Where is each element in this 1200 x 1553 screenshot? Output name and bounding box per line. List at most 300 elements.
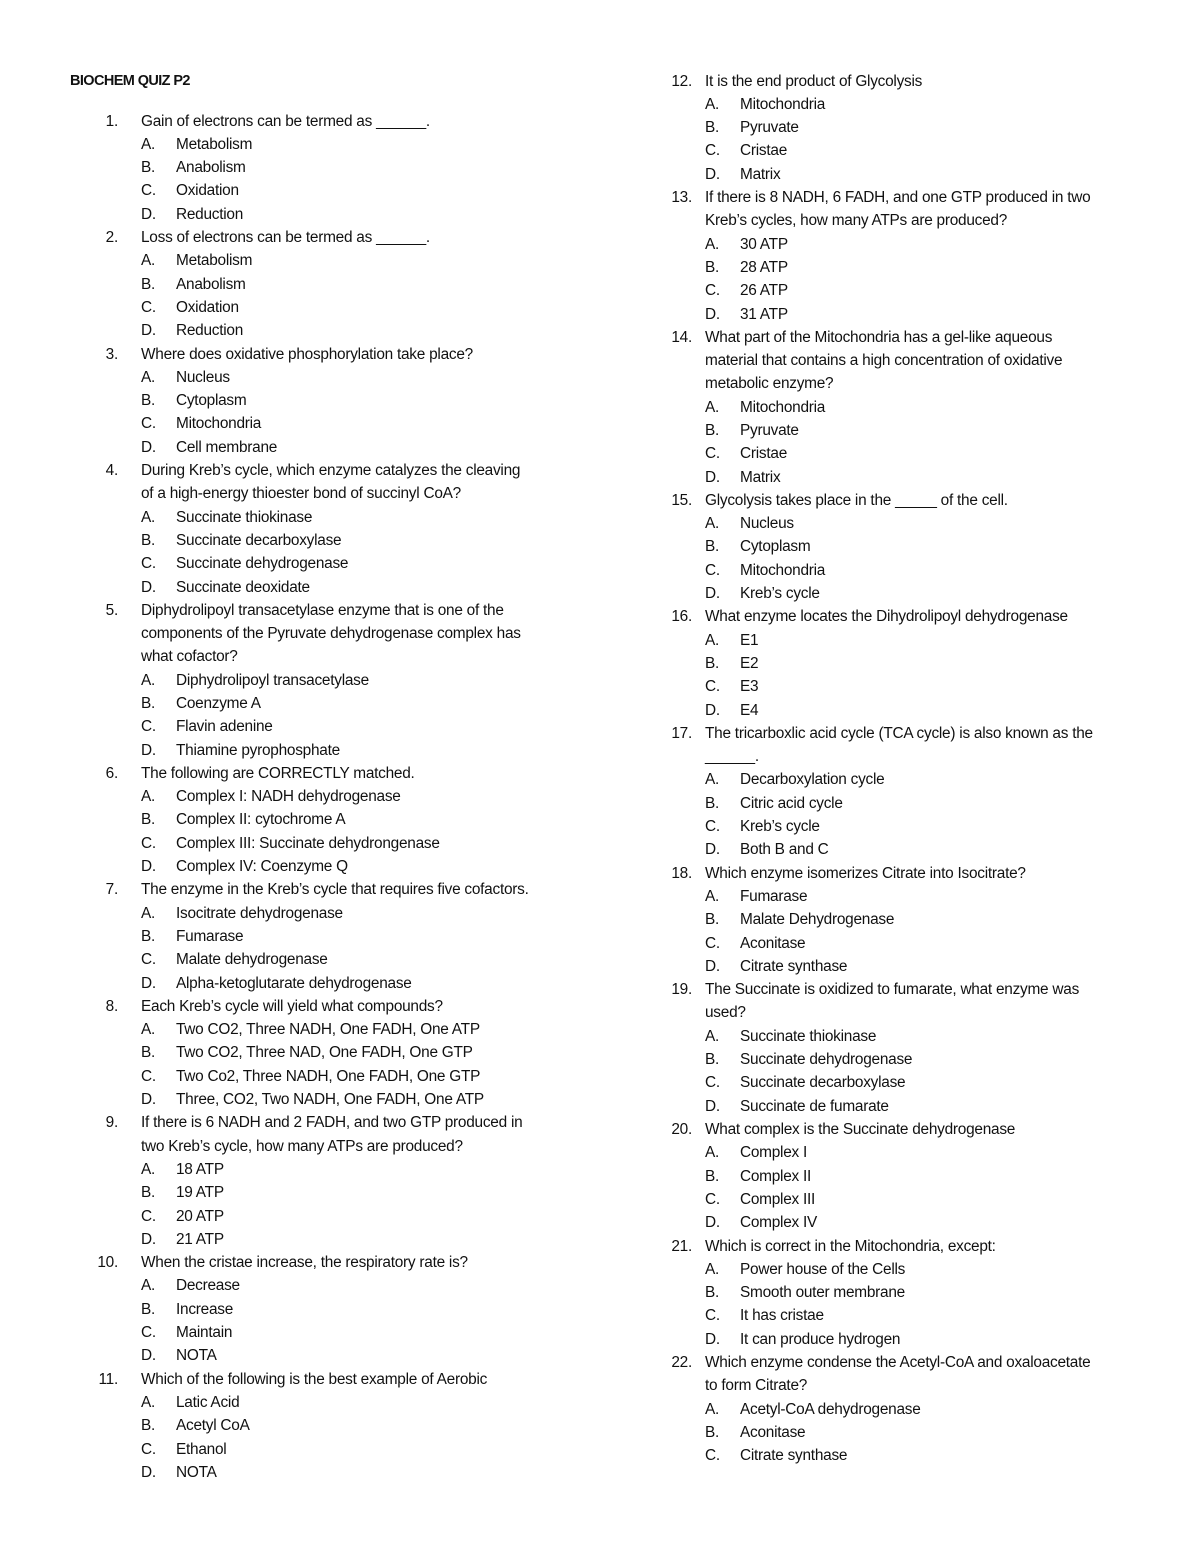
option-text: Latic Acid (176, 1393, 240, 1411)
option-text: Citrate synthase (740, 957, 848, 975)
question-text: Which enzyme condense the Acetyl-CoA and oxaloacetate (705, 1354, 1091, 1371)
option-text: Cytoplasm (176, 392, 247, 410)
question-number: 14. (671, 328, 692, 346)
option-letter: D. (141, 438, 156, 456)
option-text: Nucleus (176, 368, 230, 386)
option-text: Succinate de fumarate (740, 1097, 889, 1115)
option-letter: C. (705, 818, 720, 836)
answer-option (0, 412, 600, 435)
answer-option (0, 1414, 600, 1437)
answer-option (600, 1165, 1200, 1188)
question-number: 12. (671, 72, 692, 90)
option-letter: A. (705, 95, 720, 113)
option-letter: B. (141, 811, 156, 829)
answer-option (600, 163, 1200, 186)
option-letter: D. (141, 741, 156, 759)
option-letter: B. (705, 1423, 720, 1441)
option-text: Complex III: Succinate dehydrongenase (176, 834, 440, 852)
option-letter: D. (705, 841, 720, 859)
option-text: Matrix (740, 468, 781, 486)
option-letter: A. (141, 508, 156, 526)
option-letter: D. (141, 1347, 156, 1365)
question-number: 21. (671, 1237, 692, 1255)
question-number: 4. (105, 462, 118, 479)
answer-option (0, 692, 600, 715)
answer-option (0, 715, 600, 738)
option-letter: C. (705, 282, 720, 300)
option-letter: D. (705, 1097, 720, 1115)
question-text: material that contains a high concentration of oxidative (705, 352, 1063, 370)
answer-option (0, 832, 600, 855)
option-letter: B. (705, 1051, 720, 1069)
answer-option (600, 279, 1200, 302)
option-letter: C. (141, 1440, 156, 1458)
answer-option (0, 1228, 600, 1251)
answer-option (0, 948, 600, 971)
answer-option (0, 506, 600, 529)
option-letter: A. (141, 1277, 156, 1295)
option-text: Alpha-ketoglutarate dehydrogenase (176, 974, 412, 992)
option-text: E4 (740, 701, 759, 719)
answer-option (600, 838, 1200, 861)
option-letter: D. (141, 858, 156, 876)
option-letter: A. (705, 398, 720, 416)
option-letter: B. (705, 1284, 720, 1302)
answer-option (0, 1065, 600, 1088)
option-letter: D. (705, 468, 720, 486)
option-text: Acetyl-CoA dehydrogenase (740, 1400, 921, 1418)
question-number: 17. (671, 724, 692, 742)
answer-option (0, 855, 600, 878)
answer-option (0, 203, 600, 226)
option-text: Oxidation (176, 182, 239, 200)
answer-option (0, 902, 600, 925)
option-letter: A. (705, 1027, 720, 1045)
question-text: Loss of electrons can be termed as ______. (141, 229, 430, 246)
answer-option (600, 1071, 1200, 1094)
answer-option (0, 1205, 600, 1228)
option-letter: A. (705, 1144, 720, 1162)
question-text: to form Citrate? (705, 1377, 808, 1395)
answer-option (600, 699, 1200, 722)
question-text: ______. (705, 748, 759, 766)
answer-option (600, 675, 1200, 698)
answer-option (600, 419, 1200, 442)
answer-option (600, 1421, 1200, 1444)
option-letter: C. (141, 834, 156, 852)
answer-option (0, 1018, 600, 1041)
answer-option (600, 535, 1200, 558)
answer-option (600, 116, 1200, 139)
answer-option (600, 1281, 1200, 1304)
option-text: Pyruvate (740, 119, 799, 137)
answer-option (0, 1461, 600, 1484)
question-number: 13. (671, 189, 692, 206)
question-number: 8. (105, 997, 118, 1015)
option-text: Complex I: NADH dehydrogenase (176, 788, 401, 806)
option-text: Decarboxylation cycle (740, 771, 885, 789)
option-letter: A. (705, 515, 720, 533)
question-text: Which enzyme isomerizes Citrate into Isocitrate? (705, 864, 1026, 882)
option-text: Reduction (176, 322, 244, 340)
option-text: Malate Dehydrogenase (740, 911, 895, 929)
answer-option (600, 1211, 1200, 1234)
option-letter: C. (705, 561, 720, 579)
option-letter: B. (141, 1184, 156, 1202)
answer-option (0, 529, 600, 552)
option-text: Succinate thiokinase (176, 508, 313, 526)
answer-option (600, 629, 1200, 652)
option-text: Both B and C (740, 841, 829, 859)
question-text: The Succinate is oxidized to fumarate, what enzyme was (705, 981, 1080, 999)
option-text: E2 (740, 654, 759, 672)
question-text: metabolic enzyme? (705, 375, 834, 393)
answer-option (600, 139, 1200, 162)
option-letter: D. (141, 1230, 156, 1248)
option-text: 26 ATP (740, 282, 788, 300)
option-text: 30 ATP (740, 235, 788, 253)
option-letter: B. (141, 392, 156, 410)
option-text: Complex IV (740, 1214, 818, 1232)
option-text: Succinate thiokinase (740, 1027, 877, 1045)
option-letter: B. (705, 119, 720, 137)
answer-option (600, 1141, 1200, 1164)
option-text: Complex III (740, 1190, 816, 1208)
question-number: 20. (671, 1121, 692, 1138)
answer-option (600, 442, 1200, 465)
option-text: Acetyl CoA (176, 1417, 250, 1435)
option-text: Isocitrate dehydrogenase (176, 904, 343, 922)
answer-option (600, 1444, 1200, 1467)
question-number: 11. (98, 1370, 118, 1388)
answer-option (600, 652, 1200, 675)
answer-option (600, 512, 1200, 535)
option-text: Coenzyme A (176, 694, 261, 712)
answer-option (600, 582, 1200, 605)
option-text: Citrate synthase (740, 1447, 848, 1465)
option-text: Two CO2, Three NAD, One FADH, One GTP (176, 1044, 473, 1062)
option-letter: B. (705, 258, 720, 276)
question-number: 7. (105, 881, 118, 899)
question-text: Where does oxidative phosphorylation take place? (141, 345, 473, 363)
answer-option (0, 808, 600, 831)
answer-option (600, 1258, 1200, 1281)
question-text: During Kreb’s cycle, which enzyme catalyzes the cleaving (141, 462, 521, 479)
answer-option (0, 249, 600, 272)
answer-option (600, 932, 1200, 955)
option-text: Diphydrolipoyl transacetylase (176, 671, 369, 689)
option-text: It can produce hydrogen (740, 1330, 901, 1348)
option-letter: D. (141, 205, 156, 223)
option-letter: C. (705, 1190, 720, 1208)
answer-option (600, 1048, 1200, 1071)
option-letter: A. (705, 771, 720, 789)
option-text: E3 (740, 678, 759, 696)
answer-option (0, 156, 600, 179)
question-text: If there is 8 NADH, 6 FADH, and one GTP produced in two (705, 189, 1091, 206)
answer-option (0, 1088, 600, 1111)
option-text: Anabolism (176, 159, 246, 177)
option-letter: A. (141, 1021, 156, 1039)
answer-option (0, 1438, 600, 1461)
option-letter: A. (141, 1393, 156, 1411)
question-text: Each Kreb’s cycle will yield what compounds? (141, 997, 443, 1015)
option-text: Oxidation (176, 298, 239, 316)
option-text: 21 ATP (176, 1230, 224, 1248)
answer-option (0, 972, 600, 995)
answer-option (0, 785, 600, 808)
answer-option (0, 1344, 600, 1367)
answer-option (0, 739, 600, 762)
answer-option (0, 389, 600, 412)
question-number: 15. (671, 491, 692, 509)
answer-option (600, 303, 1200, 326)
option-text: Succinate decarboxylase (176, 531, 342, 549)
option-letter: B. (141, 694, 156, 712)
option-letter: B. (705, 421, 720, 439)
answer-option (600, 1188, 1200, 1211)
option-letter: D. (705, 1330, 720, 1348)
answer-option (0, 133, 600, 156)
option-letter: D. (705, 957, 720, 975)
question-text: used? (705, 1004, 746, 1022)
option-text: Aconitase (740, 934, 806, 952)
question-text: what cofactor? (141, 648, 238, 666)
option-letter: B. (705, 538, 720, 556)
option-text: Complex II: cytochrome A (176, 811, 346, 829)
answer-option (0, 1321, 600, 1344)
option-text: 19 ATP (176, 1184, 224, 1202)
option-text: Cristae (740, 445, 787, 463)
question-text: Glycolysis takes place in the _____ of the cell. (705, 491, 1008, 509)
question-number: 2. (105, 229, 118, 246)
question-text: What enzyme locates the Dihydrolipoyl dehydrogenase (705, 608, 1068, 626)
question-number: 3. (105, 345, 118, 363)
option-letter: C. (141, 182, 156, 200)
option-letter: B. (705, 1167, 720, 1185)
option-text: Pyruvate (740, 421, 799, 439)
question-text: Which is correct in the Mitochondria, except: (705, 1237, 996, 1255)
question-text: of a high-energy thioester bond of succinyl CoA? (141, 485, 461, 503)
option-text: Complex IV: Coenzyme Q (176, 858, 348, 876)
option-letter: C. (705, 1447, 720, 1465)
answer-option (600, 1398, 1200, 1421)
option-letter: D. (705, 585, 720, 603)
option-letter: C. (705, 678, 720, 696)
option-letter: B. (141, 159, 156, 177)
answer-option (600, 1304, 1200, 1327)
option-letter: C. (141, 555, 156, 573)
question-number: 22. (671, 1354, 692, 1371)
question-text: components of the Pyruvate dehydrogenase complex has (141, 625, 521, 643)
option-text: Fumarase (176, 927, 244, 945)
option-text: Power house of the Cells (740, 1260, 906, 1278)
option-text: Kreb’s cycle (740, 818, 820, 836)
option-text: Mitochondria (740, 398, 826, 416)
option-text: Cristae (740, 142, 787, 160)
answer-option (0, 179, 600, 202)
option-letter: D. (705, 305, 720, 323)
answer-option (600, 1328, 1200, 1351)
option-letter: C. (705, 445, 720, 463)
option-text: Maintain (176, 1324, 233, 1342)
answer-option (0, 1181, 600, 1204)
option-letter: D. (141, 1091, 156, 1109)
option-letter: A. (705, 1400, 720, 1418)
answer-option (600, 885, 1200, 908)
option-text: Mitochondria (176, 415, 262, 433)
option-text: Mitochondria (740, 561, 826, 579)
option-letter: A. (705, 1260, 720, 1278)
option-text: Three, CO2, Two NADH, One FADH, One ATP (176, 1091, 484, 1109)
option-letter: B. (141, 275, 156, 293)
answer-option (0, 1274, 600, 1297)
option-letter: C. (141, 1067, 156, 1085)
question-text: The following are CORRECTLY matched. (141, 764, 415, 782)
option-text: Increase (176, 1300, 234, 1318)
option-letter: B. (705, 654, 720, 672)
question-text: What part of the Mitochondria has a gel-like aqueous (705, 328, 1053, 346)
option-letter: D. (705, 165, 720, 183)
question-text: It is the end product of Glycolysis (705, 72, 923, 90)
option-text: Two Co2, Three NADH, One FADH, One GTP (176, 1067, 481, 1085)
question-text: Kreb’s cycles, how many ATPs are produced? (705, 212, 1008, 230)
answer-option (0, 436, 600, 459)
option-text: Nucleus (740, 515, 794, 533)
question-text: Diphydrolipoyl transacetylase enzyme that is one of the (141, 601, 504, 619)
question-text: The enzyme in the Kreb’s cycle that requires five cofactors. (141, 881, 529, 899)
answer-option (600, 792, 1200, 815)
option-text: Flavin adenine (176, 718, 273, 736)
answer-option (0, 669, 600, 692)
page-title: BIOCHEM QUIZ P2 (70, 73, 190, 89)
option-letter: C. (141, 415, 156, 433)
answer-option (0, 1158, 600, 1181)
option-text: 18 ATP (176, 1160, 224, 1178)
option-letter: D. (141, 578, 156, 596)
answer-option (0, 1298, 600, 1321)
question-number: 10. (97, 1254, 118, 1272)
question-text: two Kreb’s cycle, how many ATPs are produced? (141, 1137, 463, 1155)
option-letter: D. (141, 1463, 156, 1481)
option-text: NOTA (176, 1463, 217, 1481)
option-text: Ethanol (176, 1440, 227, 1458)
option-letter: B. (141, 927, 156, 945)
option-text: Cytoplasm (740, 538, 811, 556)
question-number: 6. (105, 764, 118, 782)
answer-option (600, 1095, 1200, 1118)
option-text: Matrix (740, 165, 781, 183)
answer-option (0, 576, 600, 599)
question-number: 18. (671, 864, 692, 882)
option-text: Smooth outer membrane (740, 1284, 905, 1302)
question-number: 19. (671, 981, 692, 999)
option-text: Metabolism (176, 135, 253, 153)
option-letter: B. (141, 1300, 156, 1318)
option-letter: A. (141, 368, 156, 386)
option-letter: A. (141, 904, 156, 922)
option-letter: A. (705, 235, 720, 253)
option-text: Succinate dehydrogenase (740, 1051, 913, 1069)
option-text: Fumarase (740, 887, 808, 905)
option-text: Cell membrane (176, 438, 278, 456)
answer-option (600, 466, 1200, 489)
option-letter: D. (705, 701, 720, 719)
option-letter: D. (141, 974, 156, 992)
question-number: 1. (105, 112, 118, 130)
answer-option (0, 273, 600, 296)
option-letter: A. (141, 135, 156, 153)
option-text: Two CO2, Three NADH, One FADH, One ATP (176, 1021, 480, 1039)
option-letter: C. (141, 298, 156, 316)
option-text: Complex II (740, 1167, 812, 1185)
option-text: Succinate deoxidate (176, 578, 310, 596)
option-letter: D. (705, 1214, 720, 1232)
answer-option (600, 955, 1200, 978)
question-number: 5. (105, 601, 118, 619)
question-text: When the cristae increase, the respiratory rate is? (141, 1254, 468, 1272)
answer-option (600, 1025, 1200, 1048)
option-letter: C. (141, 1324, 156, 1342)
question-number: 16. (671, 608, 692, 626)
option-letter: B. (705, 911, 720, 929)
option-letter: A. (705, 631, 720, 649)
answer-option (0, 296, 600, 319)
option-letter: C. (141, 718, 156, 736)
question-number: 9. (105, 1114, 118, 1132)
option-text: Anabolism (176, 275, 246, 293)
option-text: Complex I (740, 1144, 808, 1162)
answer-option (600, 233, 1200, 256)
option-text: 20 ATP (176, 1207, 224, 1225)
option-text: E1 (740, 631, 759, 649)
answer-option (0, 366, 600, 389)
question-text: If there is 6 NADH and 2 FADH, and two GTP produced in (141, 1114, 523, 1132)
option-letter: B. (705, 794, 720, 812)
option-text: Reduction (176, 205, 244, 223)
answer-option (0, 1041, 600, 1064)
answer-option (600, 768, 1200, 791)
option-text: 28 ATP (740, 258, 788, 276)
question-text: The tricarboxlic acid cycle (TCA cycle) is also known as the (705, 724, 1093, 742)
option-text: Malate dehydrogenase (176, 951, 328, 969)
option-letter: A. (141, 788, 156, 806)
option-letter: B. (141, 531, 156, 549)
answer-option (600, 256, 1200, 279)
answer-option (0, 1391, 600, 1414)
option-letter: C. (141, 951, 156, 969)
option-letter: A. (141, 1160, 156, 1178)
option-text: 31 ATP (740, 305, 788, 323)
option-letter: B. (141, 1417, 156, 1435)
option-text: Decrease (176, 1277, 240, 1295)
option-letter: D. (141, 322, 156, 340)
option-letter: A. (141, 252, 156, 270)
option-text: Kreb’s cycle (740, 585, 820, 603)
answer-option (0, 925, 600, 948)
option-letter: C. (705, 934, 720, 952)
answer-option (600, 93, 1200, 116)
answer-option (600, 396, 1200, 419)
option-text: Thiamine pyrophosphate (176, 741, 340, 759)
question-text: Gain of electrons can be termed as ______. (141, 112, 430, 130)
option-text: Succinate decarboxylase (740, 1074, 906, 1092)
option-text: NOTA (176, 1347, 217, 1365)
option-text: Succinate dehydrogenase (176, 555, 349, 573)
option-text: Metabolism (176, 252, 253, 270)
option-letter: C. (705, 1307, 720, 1325)
answer-option (0, 552, 600, 575)
